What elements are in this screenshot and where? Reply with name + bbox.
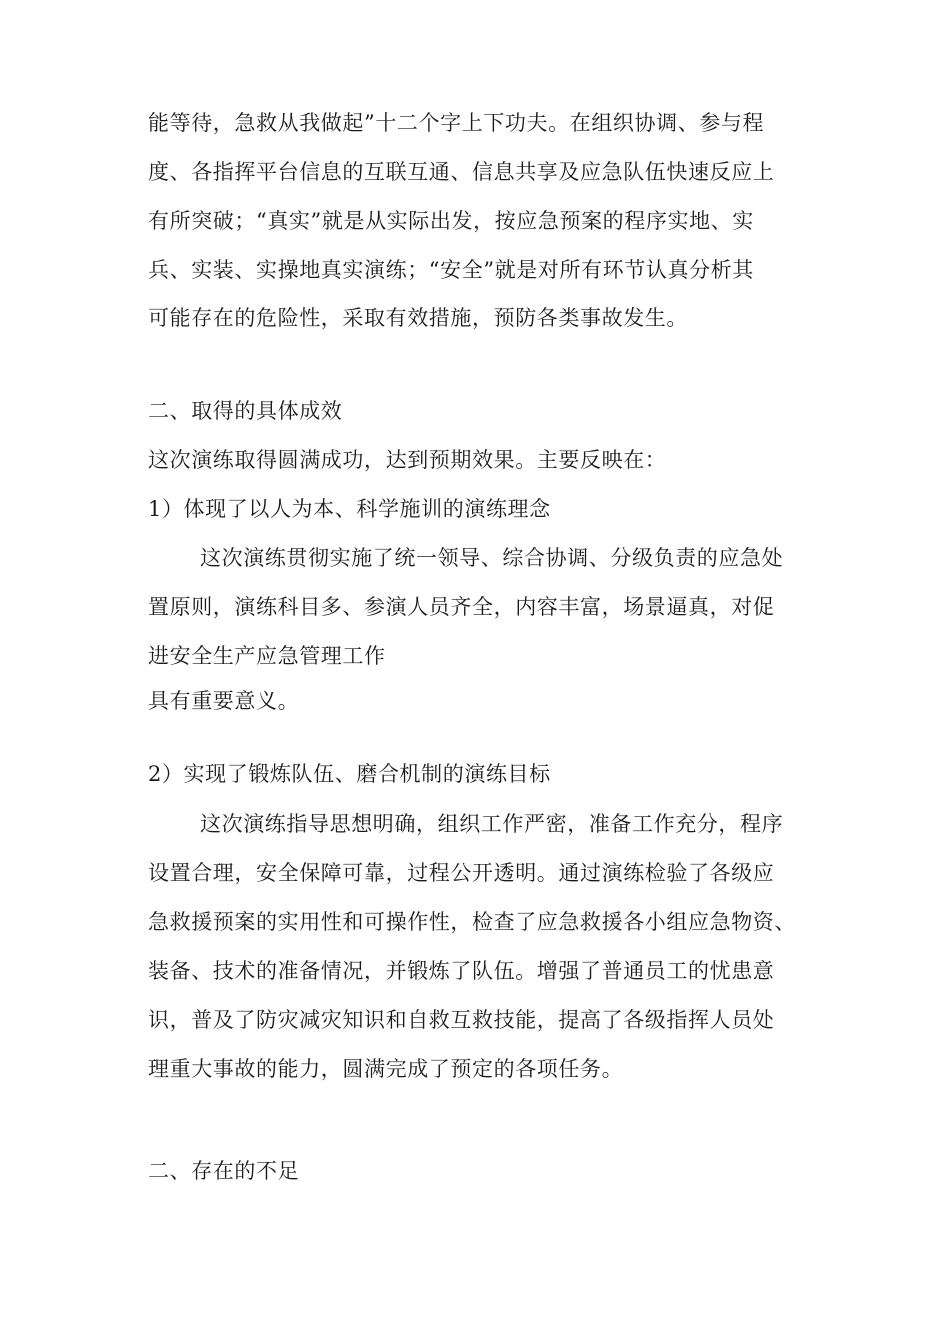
body-text-line: 急救援预案的实用性和可操作性，检查了应急救援各小组应急物资、	[148, 910, 796, 934]
body-text-line: 置原则，演练科目多、参演人员齐全，内容丰富，场景逼真，对促	[148, 595, 775, 619]
body-text-line: 具有重要意义。	[148, 689, 300, 713]
subsection-heading: 1）体现了以人为本、科学施训的演练理念	[148, 497, 551, 521]
body-text-line: 装备、技术的准备情况，并锻炼了队伍。增强了普通员工的忧患意	[148, 959, 775, 983]
body-text-line: 有所突破；“真实”就是从实际出发，按应急预案的程序实地、实	[148, 209, 754, 233]
body-text-line: 识，普及了防灾减灾知识和自救互救技能，提高了各级指挥人员处	[148, 1008, 775, 1032]
section-heading: 二、存在的不足	[148, 1159, 300, 1183]
body-text-line: 设置合理，安全保障可靠，过程公开透明。通过演练检验了各级应	[148, 861, 775, 885]
body-text-line: 进安全生产应急管理工作	[148, 644, 386, 668]
subsection-heading: 2）实现了锻炼队伍、磨合机制的演练目标	[148, 762, 551, 786]
body-text-line: 这次演练指导思想明确，组织工作严密，准备工作充分，程序	[200, 812, 784, 836]
body-text-line: 度、各指挥平台信息的互联互通、信息共享及应急队伍快速反应上	[148, 160, 775, 184]
section-heading: 二、取得的具体成效	[148, 399, 343, 423]
body-text-line: 可能存在的危险性，采取有效措施，预防各类事故发生。	[148, 306, 688, 330]
body-text-line: 这次演练贯彻实施了统一领导、综合协调、分级负责的应急处	[200, 546, 784, 570]
body-text-line: 能等待，急救从我做起”十二个字上下功夫。在组织协调、参与程	[148, 111, 765, 135]
body-text-line: 兵、实装、实操地真实演练；“安全”就是对所有环节认真分析其	[148, 258, 754, 282]
body-text-line: 这次演练取得圆满成功，达到预期效果。主要反映在：	[148, 448, 667, 472]
body-text-line: 理重大事故的能力，圆满完成了预定的各项任务。	[148, 1057, 624, 1081]
